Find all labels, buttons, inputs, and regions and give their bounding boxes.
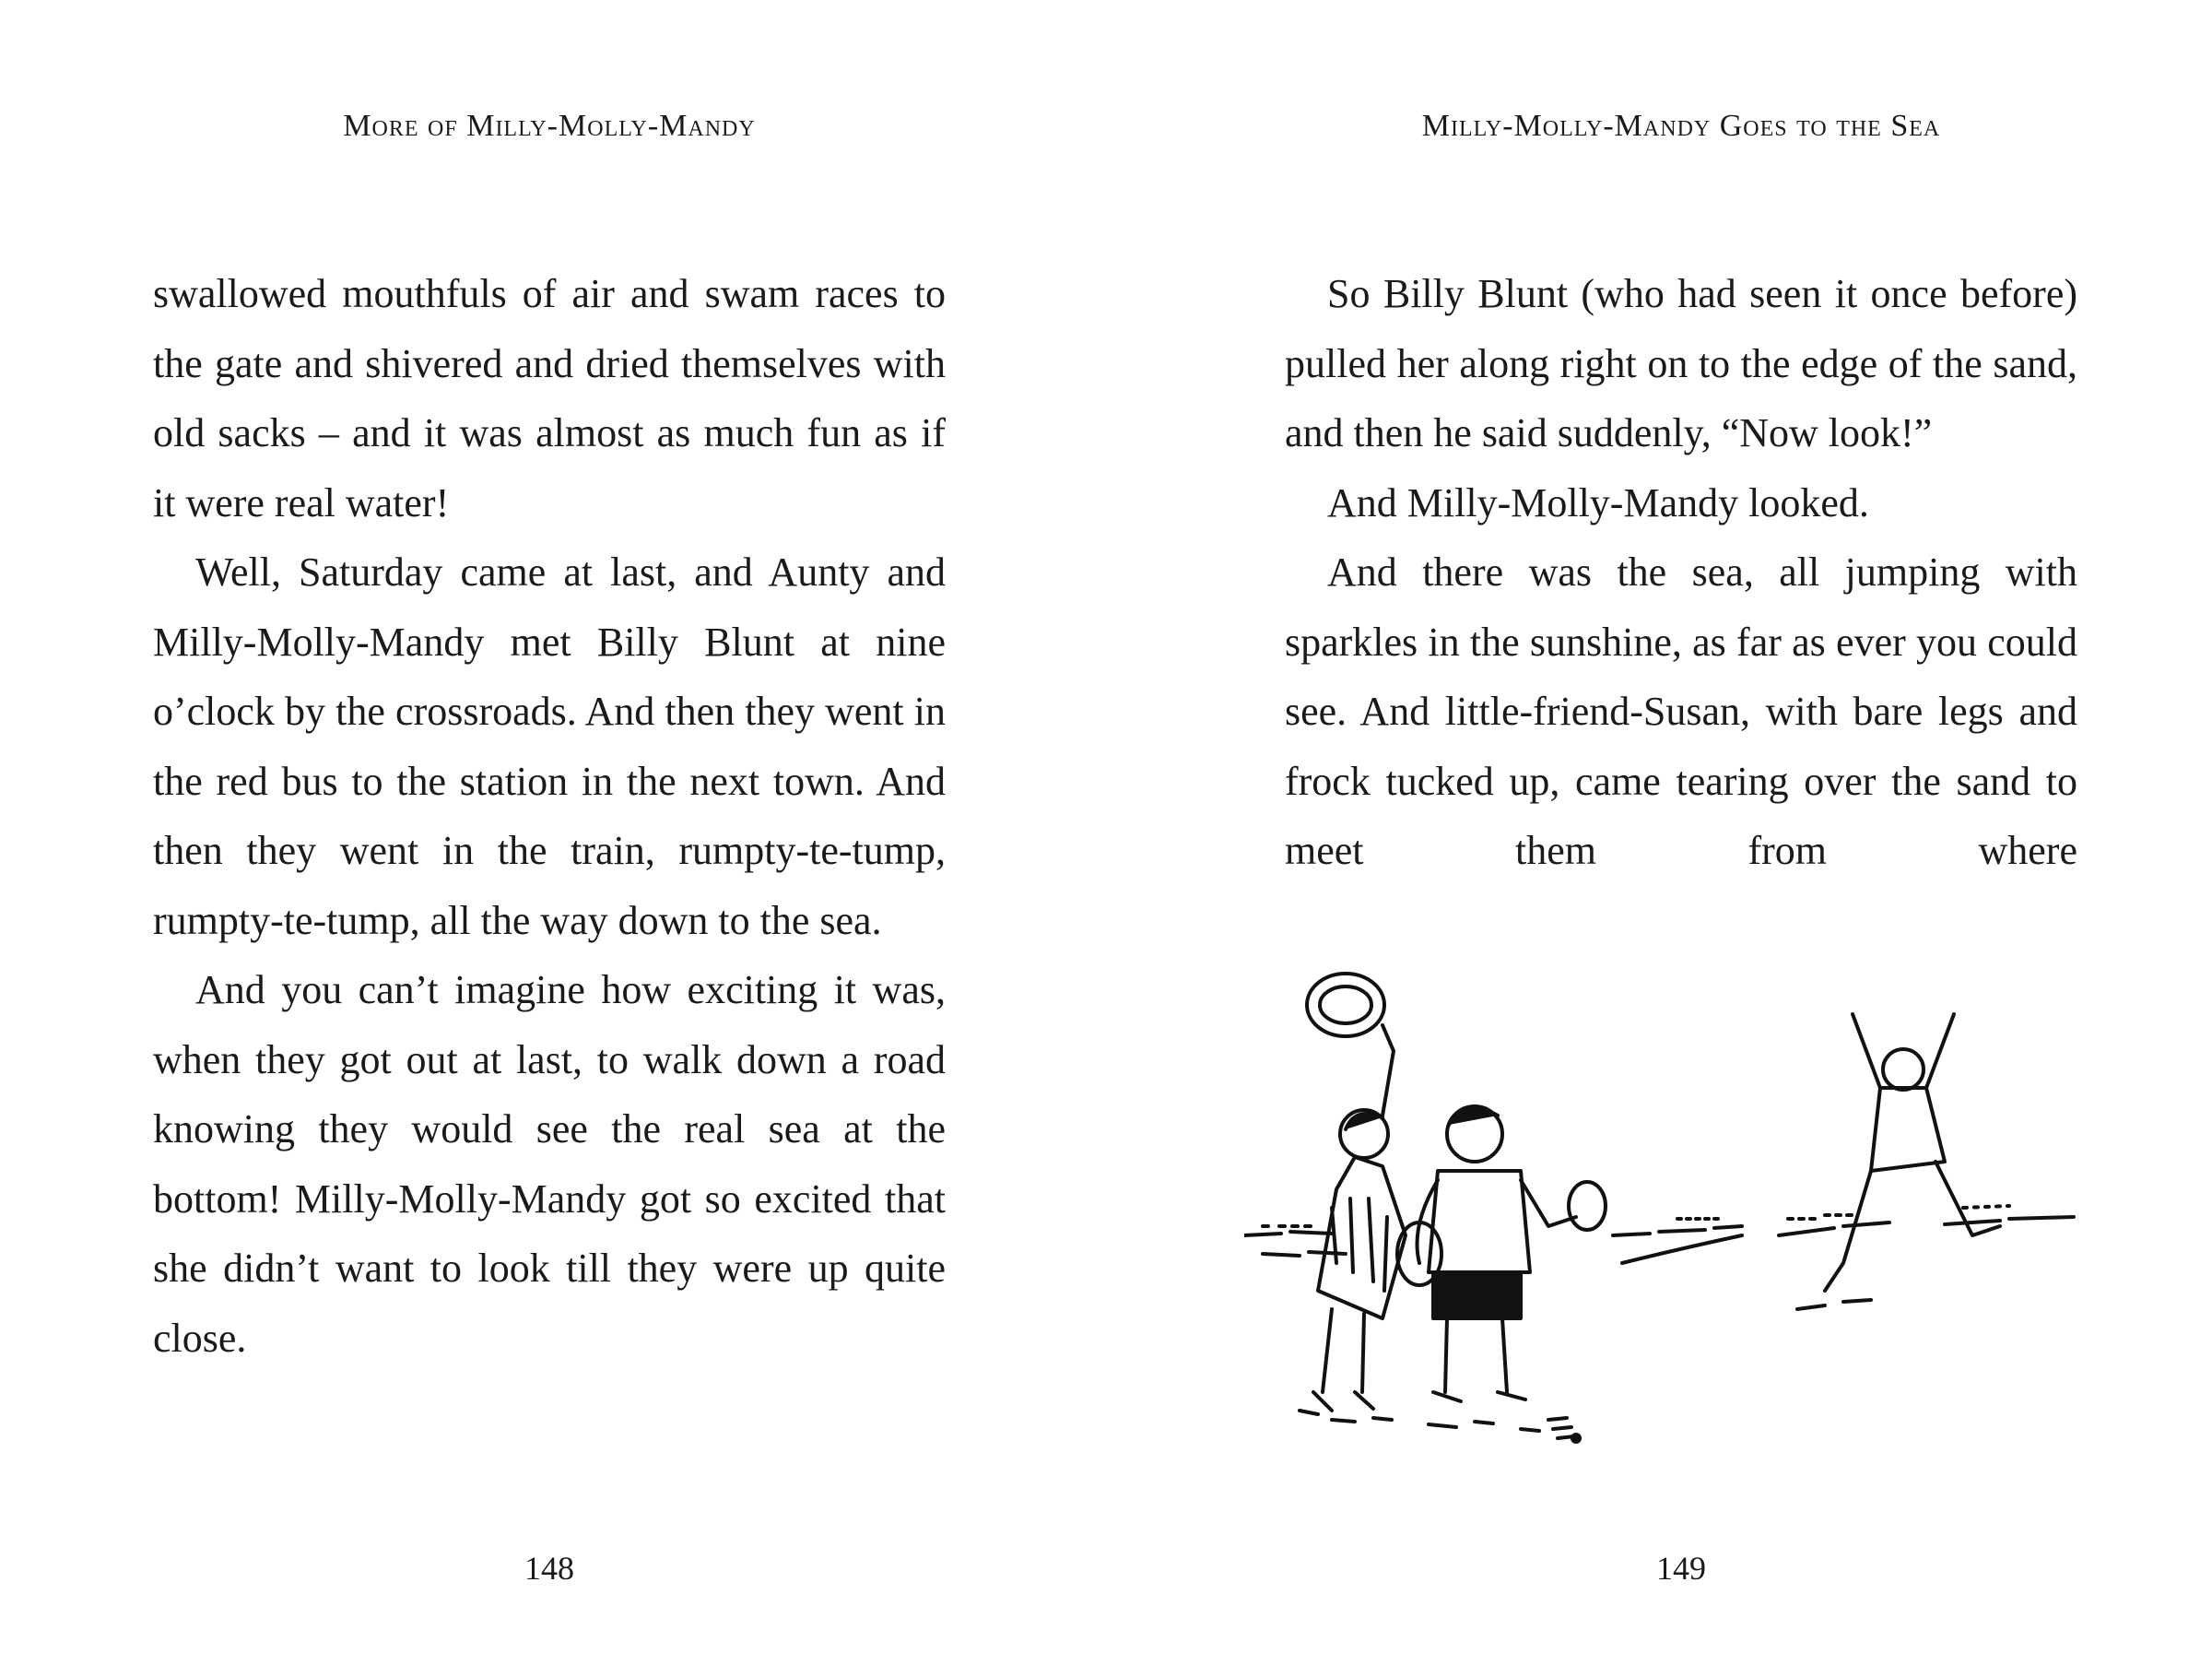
paragraph: So Billy Blunt (who had seen it once before) pulled her along right on to the edge of the sand, and then he said suddenly, “Now look!”: [1285, 271, 2077, 455]
page-number-right: 149: [1656, 1550, 1706, 1587]
paragraph: And you can’t imagine how exciting it was, when they got out at last, to walk down a road knowing they would see the real sea at the bottom! Milly-Molly-Mandy got so excited that she didn’t want to look till they were up quite close.: [153, 967, 946, 1361]
beach-illustration: [1244, 959, 2092, 1475]
paragraph: Well, Saturday came at last, and Aunty and Milly-Molly-Mandy met Billy Blunt at nine o’clock by the crossroads. And then they went in the red bus to the station in the next town. And then they went in the train, rumpty-te-tump, rumpty-te-tump, all the way down to the sea.: [153, 549, 946, 943]
paragraph: And Milly-Molly-Mandy looked.: [1327, 479, 1869, 526]
susan-figure: [1825, 1014, 2000, 1291]
body-text-right: [1285, 259, 2077, 886]
running-head-left: More of Milly-Molly-Mandy: [343, 109, 756, 143]
sand-marks: [1300, 1300, 1871, 1442]
page-number-left: 148: [524, 1550, 574, 1587]
paragraph: swallowed mouthfuls of air and swam races to the gate and shivered and dried themselves with old sacks – and it was almost as much fun as if it were real water!: [153, 271, 946, 526]
paragraph: And there was the sea, all jumping with sparkles in the sunshine, as far as ever you could see. And little-friend-Susan, with bare legs and frock tucked up, came tearing over the sand to meet them from where: [1285, 549, 2077, 873]
boy-figure: [1397, 1106, 1606, 1401]
running-head-right: Milly-Molly-Mandy Goes to the Sea: [1421, 109, 1941, 143]
girl-figure: [1307, 974, 1406, 1411]
body-text-left: [153, 259, 946, 1373]
